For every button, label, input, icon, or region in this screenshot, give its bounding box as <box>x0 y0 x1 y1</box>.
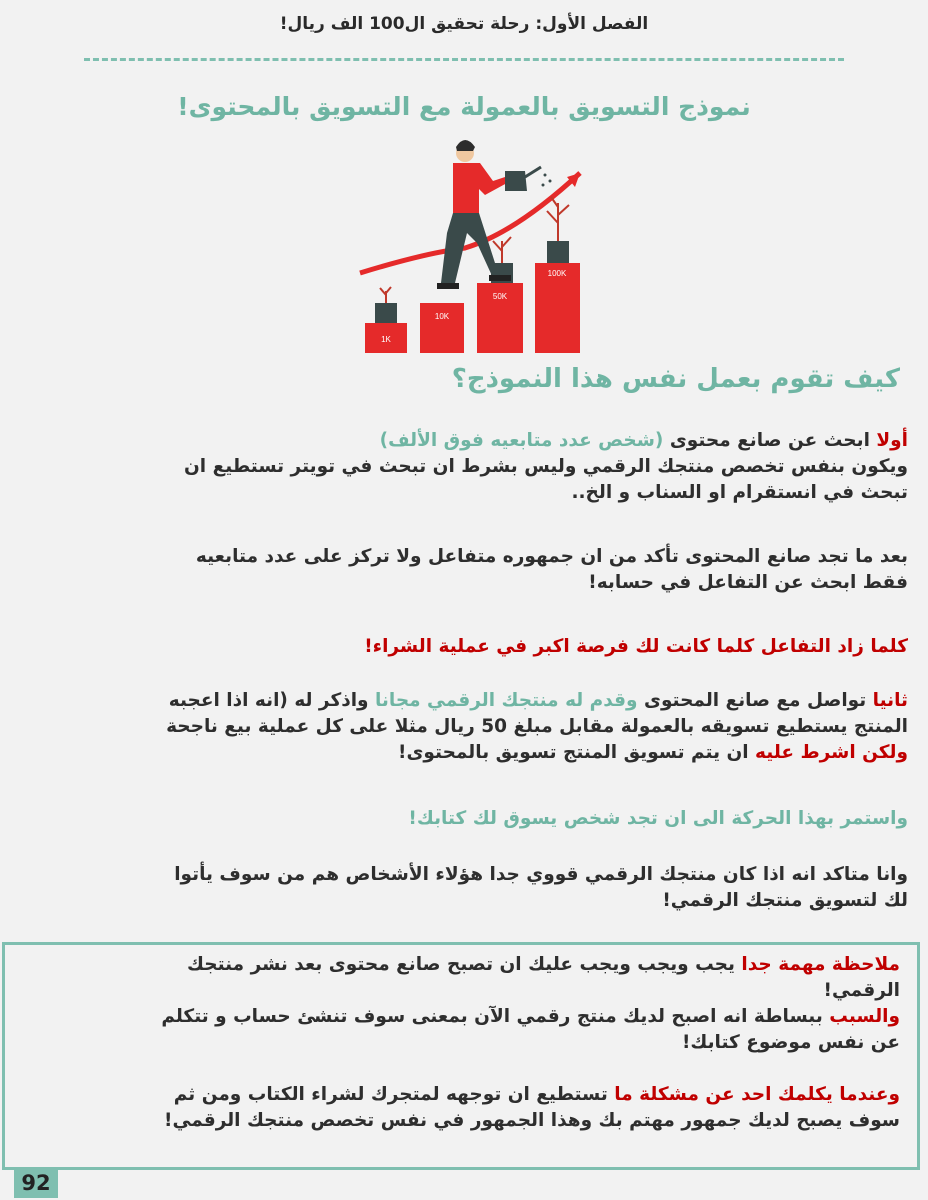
page-number: 92 <box>14 1168 58 1198</box>
plant-icon <box>547 197 569 241</box>
text-line: سوف يصبح لديك جمهور مهتم بك وهذا الجمهور في نفس تخصص منتجك الرقمي! <box>164 1110 900 1131</box>
watering-can-icon <box>505 171 527 191</box>
growth-illustration <box>355 133 585 358</box>
text-line <box>20 1004 900 1030</box>
text-line: بعد ما تجد صانع المحتوى تأكد من ان جمهوره متفاعل ولا تركز على عدد متابعيه <box>195 546 908 567</box>
paragraph-engagement <box>16 544 908 596</box>
paragraph-confidence <box>16 862 908 914</box>
bar-label: 50K <box>492 292 508 301</box>
note-content <box>20 952 900 1134</box>
text-span: تستطيع ان توجهه لمتجرك لشراء الكتاب ومن ثم <box>173 1084 615 1105</box>
note-lead: وعندما يكلمك احد عن مشكلة ما <box>614 1084 900 1105</box>
highlight-text: (شخص عدد متابعيه فوق الألف) <box>379 430 664 451</box>
text-span: ان يتم تسويق المنتج تسويق بالمحتوى! <box>398 742 756 763</box>
text-line: ويكون بنفس تخصص منتجك الرقمي وليس بشرط ان تبحث في تويتر تستطيع ان <box>184 456 908 477</box>
pot-icon <box>547 241 569 263</box>
pot-icon <box>375 303 397 323</box>
text-span: ببساطة انه اصبح لديك منتج رقمي الآن بمعنى سوف تنشئ حساب و تتكلم <box>161 1006 830 1027</box>
step-lead: ثانيا <box>872 690 908 711</box>
text-line: عن نفس موضوع كتابك! <box>681 1032 900 1053</box>
text-span: واذكر له (انه اذا اعجبه <box>168 690 375 711</box>
text-span: ابحث عن صانع محتوى <box>663 430 877 451</box>
paragraph-highlight-red: كلما زاد التفاعل كلما كانت لك فرصة اكبر في عملية الشراء! <box>364 636 908 657</box>
text-line <box>20 952 900 978</box>
spacer <box>20 1056 900 1082</box>
step-lead: ولكن اشرط عليه <box>755 742 908 763</box>
text-line <box>20 1082 900 1108</box>
paragraph-continue: واستمر بهذا الحركة الى ان تجد شخص يسوق لك كتابك! <box>408 808 908 829</box>
text-line: وانا متاكد انه اذا كان منتجك الرقمي قووي جدا هؤلاء الأشخاص هم من سوف يأتوا <box>174 864 908 885</box>
chapter-title: الفصل الأول: رحلة تحقيق ال100 الف ريال! <box>279 14 649 34</box>
question-heading: كيف تقوم بعمل نفس هذا النموذج؟ <box>451 364 900 394</box>
text-line <box>16 428 908 454</box>
text-line: المنتج يستطيع تسويقه بالعمولة مقابل مبلغ 50 ريال مثلا على كل عملية بيع ناجحة <box>166 716 908 737</box>
text-line: لك لتسويق منتجك الرقمي! <box>662 890 908 911</box>
text-line: فقط ابحث عن التفاعل في حسابه! <box>588 572 908 593</box>
bar-label: 10K <box>434 312 450 321</box>
text-line: تبحث في انستقرام او السناب و الخ.. <box>571 482 908 503</box>
bar-10k <box>420 303 464 353</box>
text-span: تواصل مع صانع المحتوى <box>637 690 873 711</box>
text-line <box>16 740 908 766</box>
person-shirt-icon <box>453 163 507 213</box>
paragraph-first-step <box>16 428 908 506</box>
text-line: الرقمي! <box>823 980 900 1001</box>
text-span: يجب ويجب ويجب عليك ان تصبح صانع محتوى بعد نشر منتجك <box>187 954 742 975</box>
bar-label: 1K <box>381 335 391 344</box>
text-line <box>16 688 908 714</box>
plant-icon <box>380 287 391 303</box>
step-lead: أولا <box>876 430 908 451</box>
paragraph-second-step <box>16 688 908 766</box>
note-lead: والسبب <box>829 1006 900 1027</box>
highlight-text: وقدم له منتجك الرقمي مجانا <box>374 690 638 711</box>
plant-icon <box>493 237 511 263</box>
note-lead: ملاحظة مهمة جدا <box>741 954 900 975</box>
section-title: نموذج التسويق بالعمولة مع التسويق بالمحتوى! <box>177 92 751 121</box>
dashed-divider <box>84 58 844 61</box>
bar-label: 100K <box>547 269 567 278</box>
